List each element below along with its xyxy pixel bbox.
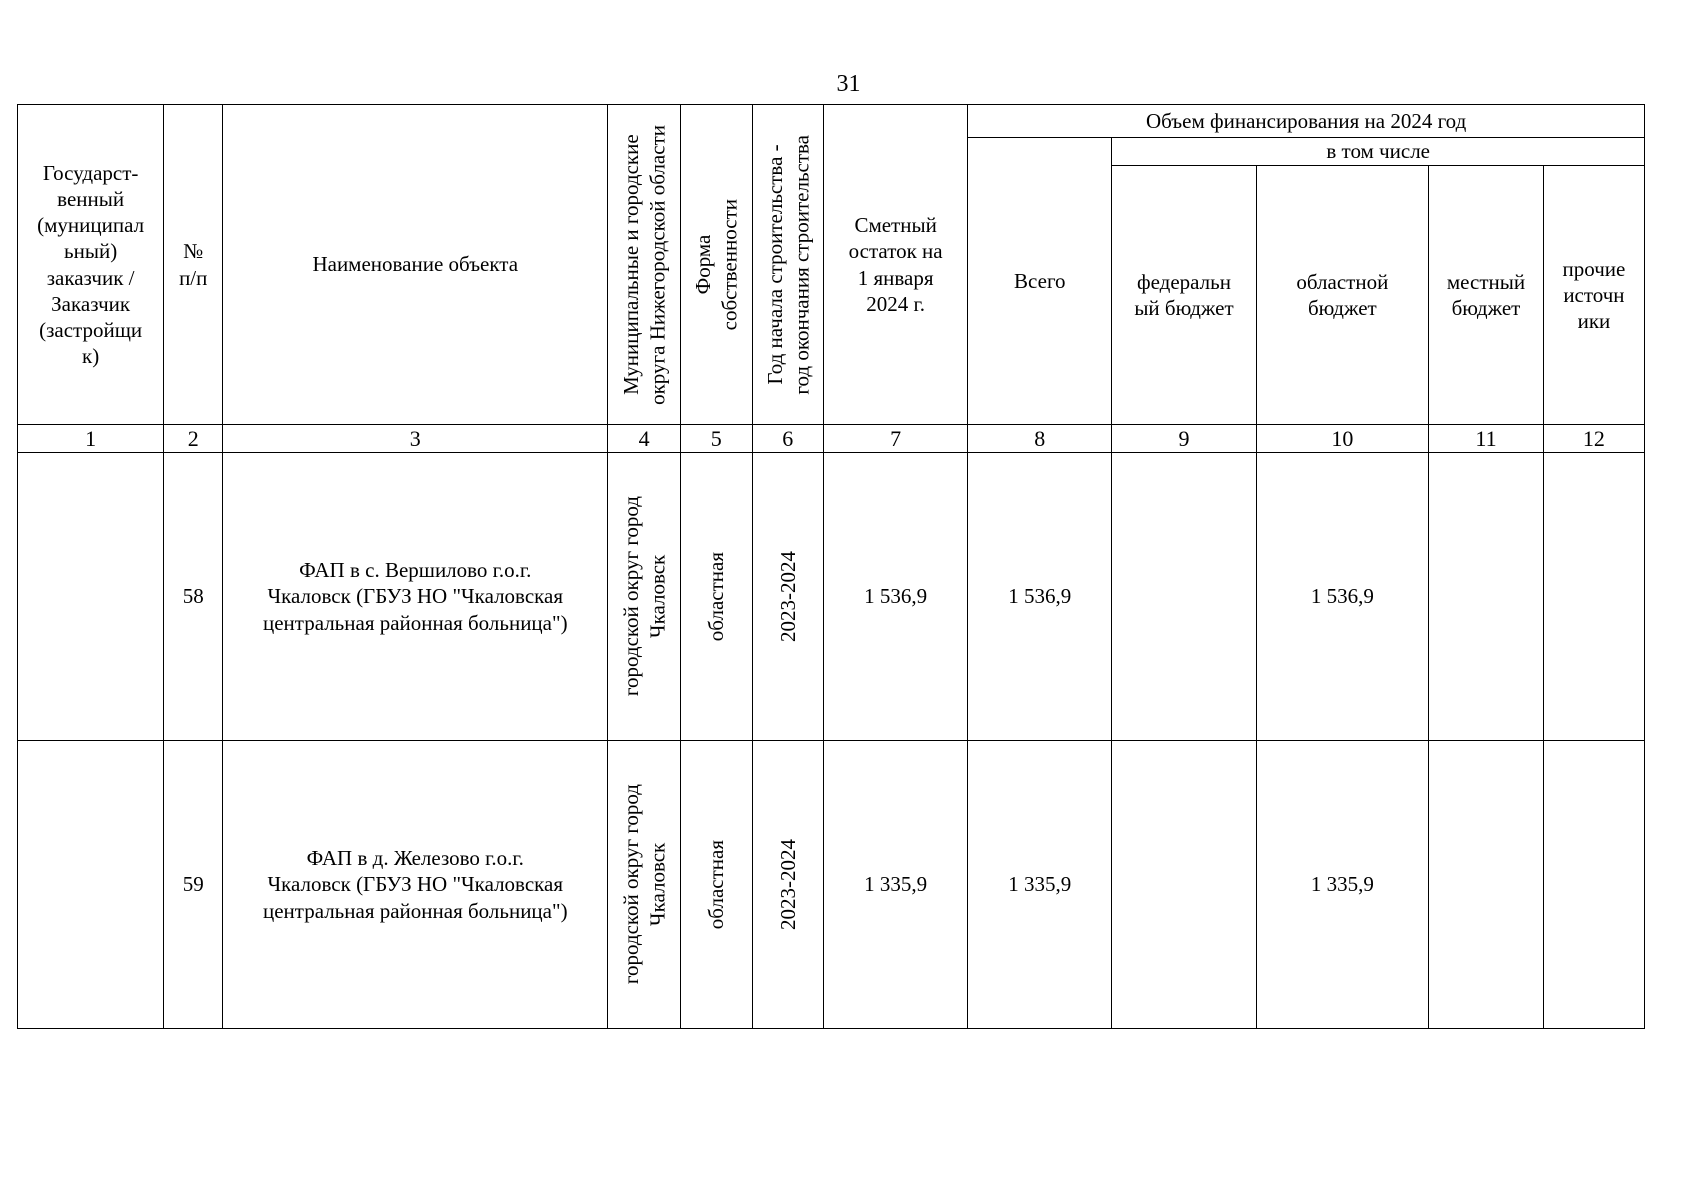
header-ownership: Форма собственности [680, 105, 752, 425]
cell-federal [1112, 741, 1256, 1029]
cell-local [1429, 741, 1544, 1029]
header-number: № п/п [164, 105, 223, 425]
column-number: 4 [608, 425, 681, 453]
table-row [18, 453, 1645, 741]
cell-federal [1112, 453, 1256, 741]
cell-estimate: 1 536,9 [824, 453, 968, 741]
cell-ownership: областная [680, 453, 752, 741]
header-estimate: Сметный остаток на 1 января 2024 г. [824, 105, 968, 425]
column-number: 5 [680, 425, 752, 453]
header-total: Всего [968, 138, 1112, 425]
cell-estimate: 1 335,9 [824, 741, 968, 1029]
header-municipality: Муниципальные и городские округа Нижегородской области [608, 105, 681, 425]
column-number: 11 [1429, 425, 1544, 453]
cell-ownership: областная [680, 741, 752, 1029]
cell-object-name: ФАП в с. Вершилово г.о.г. Чкаловск (ГБУЗ НО "Чкаловская центральная районная больница") [223, 453, 608, 741]
header-row-1 [18, 105, 1645, 138]
header-regional: областной бюджет [1256, 166, 1429, 425]
column-number: 7 [824, 425, 968, 453]
cell-regional: 1 335,9 [1256, 741, 1429, 1029]
cell-years: 2023-2024 [752, 453, 824, 741]
cell-regional: 1 536,9 [1256, 453, 1429, 741]
cell-number: 58 [164, 453, 223, 741]
cell-local [1429, 453, 1544, 741]
column-number: 12 [1543, 425, 1644, 453]
cell-other [1543, 453, 1644, 741]
column-number: 9 [1112, 425, 1256, 453]
cell-years: 2023-2024 [752, 741, 824, 1029]
cell-total: 1 536,9 [968, 453, 1112, 741]
cell-customer [18, 453, 164, 741]
column-number: 6 [752, 425, 824, 453]
table-row [18, 741, 1645, 1029]
column-number: 10 [1256, 425, 1429, 453]
cell-other [1543, 741, 1644, 1029]
column-numbers-row [18, 425, 1645, 453]
header-local: местный бюджет [1429, 166, 1544, 425]
header-funding-group: Объем финансирования на 2024 год [968, 105, 1645, 138]
header-federal: федеральн ый бюджет [1112, 166, 1256, 425]
cell-object-name: ФАП в д. Железово г.о.г. Чкаловск (ГБУЗ НО "Чкаловская центральная районная больница") [223, 741, 608, 1029]
page-number: 31 [836, 71, 861, 97]
header-object-name: Наименование объекта [223, 105, 608, 425]
cell-total: 1 335,9 [968, 741, 1112, 1029]
cell-municipality: городской округ город Чкаловск [608, 453, 681, 741]
column-number: 2 [164, 425, 223, 453]
column-number: 3 [223, 425, 608, 453]
header-including: в том числе [1112, 138, 1645, 166]
cell-number: 59 [164, 741, 223, 1029]
column-number: 1 [18, 425, 164, 453]
header-years: Год начала строительства - год окончания строительства [752, 105, 824, 425]
cell-customer [18, 741, 164, 1029]
cell-municipality: городской округ город Чкаловск [608, 741, 681, 1029]
header-customer: Государст- венный (муниципал ьный) заказчик / Заказчик (застройщи к) [18, 105, 164, 425]
header-other: прочие источн ики [1543, 166, 1644, 425]
column-number: 8 [968, 425, 1112, 453]
funding-table [17, 104, 1645, 1029]
